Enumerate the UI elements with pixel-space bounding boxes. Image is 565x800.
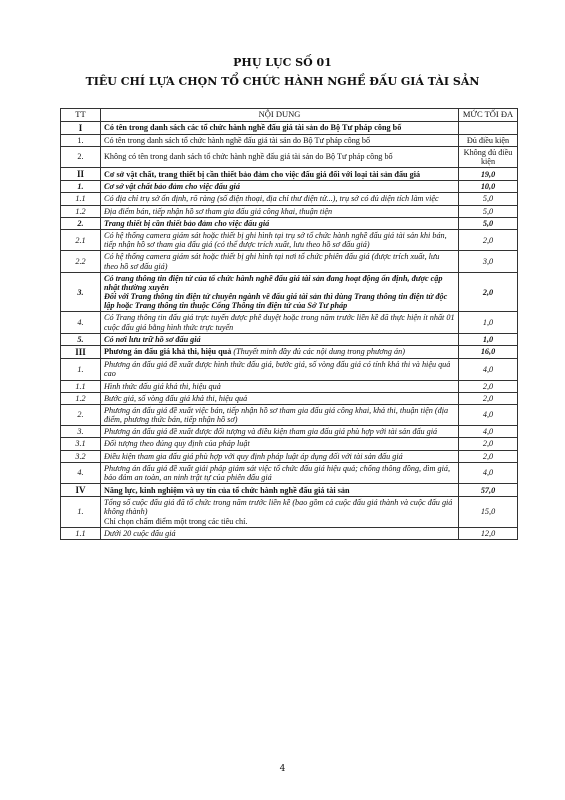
row-content bbox=[101, 346, 459, 359]
row-max-score: 2,0 bbox=[459, 380, 518, 392]
row-max-score: 4,0 bbox=[459, 359, 518, 380]
row-max-score: 3,0 bbox=[459, 251, 518, 272]
row-number: II bbox=[61, 168, 101, 181]
table-row bbox=[61, 426, 518, 438]
table-row bbox=[61, 217, 518, 229]
criterion-subtext: Đối với Trang thông tin điện tử chuyên ngành về đấu giá tài sản thì dùng Trang thông tin điện tử độc lập hoặc Trang thông tin thuộc Cổng Thông tin điện tử của Sở Tư pháp bbox=[104, 292, 448, 311]
row-max-score: 2,0 bbox=[459, 392, 518, 404]
header-content: NỘI DUNG bbox=[101, 109, 459, 122]
table-row bbox=[61, 450, 518, 462]
row-number: 3. bbox=[61, 272, 101, 312]
row-content bbox=[101, 404, 459, 425]
appendix-title: PHỤ LỤC SỐ 01 bbox=[233, 56, 332, 69]
criterion-text: Điều kiện tham gia đấu giá phù hợp với quy định pháp luật áp dụng đối với tài sản đấu giá bbox=[104, 451, 403, 461]
criterion-text: Có tên trong danh sách tổ chức hành nghề đấu giá tài sản do Bộ Tư pháp công bố bbox=[104, 135, 371, 145]
table-row bbox=[61, 193, 518, 205]
row-content bbox=[101, 121, 459, 134]
row-number: 2. bbox=[61, 404, 101, 425]
table-row bbox=[61, 484, 518, 497]
row-number: I bbox=[61, 121, 101, 134]
row-max-score: 4,0 bbox=[459, 426, 518, 438]
criterion-text: Có nơi lưu trữ hồ sơ đấu giá bbox=[104, 334, 201, 344]
page-number: 4 bbox=[279, 764, 286, 774]
criterion-text: Phương án đấu giá đề xuất được đối tượng và điều kiện tham gia đấu giá phù hợp với tài sản đấu giá bbox=[104, 427, 438, 437]
table-row bbox=[61, 272, 518, 312]
row-number: IV bbox=[61, 484, 101, 497]
criteria-title: TIÊU CHÍ LỰA CHỌN TỔ CHỨC HÀNH NGHỀ ĐẤU GIÁ TÀI SẢN bbox=[85, 75, 480, 88]
criterion-text: Cơ sở vật chất bảo đảm cho việc đấu giá bbox=[104, 182, 240, 192]
criterion-text: Có trang thông tin điện tử của tổ chức hành nghề đấu giá tài sản đang hoạt động ổn định, được cập nhật thường xuyên bbox=[104, 273, 443, 292]
row-number: 4. bbox=[61, 462, 101, 483]
row-number: 1.1 bbox=[61, 380, 101, 392]
table-row bbox=[61, 312, 518, 333]
row-number: 1.1 bbox=[61, 193, 101, 205]
row-max-score: 5,0 bbox=[459, 193, 518, 205]
row-content bbox=[101, 333, 459, 345]
row-number: 1.1 bbox=[61, 527, 101, 539]
row-max-score: 5,0 bbox=[459, 205, 518, 217]
row-number: 1. bbox=[61, 359, 101, 380]
row-max-score: 4,0 bbox=[459, 462, 518, 483]
table-row bbox=[61, 497, 518, 528]
row-max-score: 2,0 bbox=[459, 229, 518, 250]
row-content bbox=[101, 146, 459, 167]
table-row bbox=[61, 333, 518, 345]
table-row bbox=[61, 181, 518, 193]
table-row bbox=[61, 527, 518, 539]
criterion-text: Cơ sở vật chất, trang thiết bị cần thiết bảo đảm cho việc đấu giá đối với loại tài sản đấu giá bbox=[104, 169, 421, 179]
row-content bbox=[101, 217, 459, 229]
table-row bbox=[61, 359, 518, 380]
row-content bbox=[101, 181, 459, 193]
table-row bbox=[61, 380, 518, 392]
criterion-text: Hình thức đấu giá khả thi, hiệu quả bbox=[104, 381, 221, 391]
row-max-score: 5,0 bbox=[459, 217, 518, 229]
table-row bbox=[61, 251, 518, 272]
table-header-row bbox=[61, 109, 518, 122]
table-row bbox=[61, 438, 518, 450]
row-max-score: 57,0 bbox=[459, 484, 518, 497]
criterion-text: Có Trang thông tin đấu giá trực tuyến được phê duyệt hoặc trong năm trước liền kề đã thực hiện ít nhất 01 cuộc đấu giá bằng hình thức trực tuyến bbox=[104, 313, 455, 332]
table-row bbox=[61, 346, 518, 359]
criterion-text: Có địa chỉ trụ sở ổn định, rõ ràng (số điện thoại, địa chỉ thư điện tử...), trụ sở có đủ diện tích làm việc bbox=[104, 194, 439, 204]
row-number: 1. bbox=[61, 497, 101, 528]
row-max-score: 19,0 bbox=[459, 168, 518, 181]
row-max-score: 2,0 bbox=[459, 450, 518, 462]
criterion-text: Trang thiết bị cần thiết bảo đảm cho việc đấu giá bbox=[104, 218, 270, 228]
row-max-score: Đủ điều kiện bbox=[459, 134, 518, 146]
criterion-text: Không có tên trong danh sách tổ chức hành nghề đấu giá tài sản do Bộ Tư pháp công bố bbox=[104, 152, 393, 162]
row-number: 5. bbox=[61, 333, 101, 345]
row-content bbox=[101, 205, 459, 217]
row-number: 3.2 bbox=[61, 450, 101, 462]
row-max-score: 4,0 bbox=[459, 404, 518, 425]
row-number: 2.2 bbox=[61, 251, 101, 272]
row-content bbox=[101, 193, 459, 205]
row-number: 2. bbox=[61, 146, 101, 167]
row-content bbox=[101, 438, 459, 450]
row-number: 1. bbox=[61, 134, 101, 146]
criterion-text: Phương án đấu giá đề xuất giải pháp giám sát việc tổ chức đấu giá hiệu quả; chống thông đồng, dìm giá, bảo đảm an toàn, an ninh trật tự của phiên đấu giá bbox=[104, 463, 450, 482]
row-content bbox=[101, 426, 459, 438]
criterion-note: (Thuyết minh đầy đủ các nội dung trong phương án) bbox=[231, 347, 405, 357]
row-number: III bbox=[61, 346, 101, 359]
row-content bbox=[101, 527, 459, 539]
row-content bbox=[101, 229, 459, 250]
row-number: 4. bbox=[61, 312, 101, 333]
row-content bbox=[101, 168, 459, 181]
row-content bbox=[101, 450, 459, 462]
criterion-text: Đối tượng theo đúng quy định của pháp luật bbox=[104, 439, 250, 449]
row-number: 2. bbox=[61, 217, 101, 229]
table-row bbox=[61, 205, 518, 217]
table-row bbox=[61, 462, 518, 483]
table-row bbox=[61, 168, 518, 181]
criterion-text: Phương án đấu giá khả thi, hiệu quả bbox=[104, 347, 232, 357]
criterion-subtext: Chỉ chọn chấm điểm một trong các tiêu chí. bbox=[104, 516, 248, 526]
table-row bbox=[61, 134, 518, 146]
row-number: 1.2 bbox=[61, 205, 101, 217]
criterion-text: Có hệ thống camera giám sát hoặc thiết bị ghi hình tại nơi tổ chức phiên đấu giá (được trích xuất, lưu theo hồ sơ đấu giá) bbox=[104, 252, 440, 271]
row-content bbox=[101, 312, 459, 333]
row-content bbox=[101, 497, 459, 528]
row-content bbox=[101, 272, 459, 312]
table-row bbox=[61, 146, 518, 167]
row-max-score: 15,0 bbox=[459, 497, 518, 528]
criterion-text: Dưới 20 cuộc đấu giá bbox=[104, 528, 176, 538]
criterion-text: Phương án đấu giá đề xuất được hình thức đấu giá, bước giá, số vòng đấu giá có tính khả thi và hiệu quả cao bbox=[104, 360, 451, 379]
criteria-table bbox=[60, 108, 518, 540]
row-number: 2.1 bbox=[61, 229, 101, 250]
row-content bbox=[101, 462, 459, 483]
criterion-text: Năng lực, kinh nghiệm và uy tín của tổ chức hành nghề đấu giá tài sản bbox=[104, 485, 350, 495]
row-max-score: 2,0 bbox=[459, 272, 518, 312]
header-tt: TT bbox=[61, 109, 101, 122]
criterion-text: Tổng số cuộc đấu giá đã tổ chức trong năm trước liền kề (bao gồm cả cuộc đấu giá thành và cuộc đấu giá không thành) bbox=[104, 498, 453, 517]
row-content bbox=[101, 484, 459, 497]
row-max-score bbox=[459, 121, 518, 134]
row-max-score: 12,0 bbox=[459, 527, 518, 539]
header-max-score: MỨC TỐI ĐA bbox=[459, 109, 518, 122]
row-number: 1.2 bbox=[61, 392, 101, 404]
table-row bbox=[61, 404, 518, 425]
row-number: 3.1 bbox=[61, 438, 101, 450]
table-row bbox=[61, 121, 518, 134]
row-max-score: Không đủ điều kiện bbox=[459, 146, 518, 167]
criterion-text: Có tên trong danh sách các tổ chức hành nghề đấu giá tài sản do Bộ Tư pháp công bố bbox=[104, 122, 402, 132]
row-max-score: 1,0 bbox=[459, 333, 518, 345]
row-max-score: 16,0 bbox=[459, 346, 518, 359]
row-max-score: 2,0 bbox=[459, 438, 518, 450]
row-number: 3. bbox=[61, 426, 101, 438]
row-content bbox=[101, 134, 459, 146]
table-row bbox=[61, 229, 518, 250]
criterion-text: Phương án đấu giá đề xuất việc bán, tiếp nhận hồ sơ tham gia đấu giá công khai, khả thi, thuận tiện (địa điểm, phương thức bán, tiếp nhận hồ sơ) bbox=[104, 405, 449, 425]
row-content bbox=[101, 392, 459, 404]
row-content bbox=[101, 251, 459, 272]
row-max-score: 1,0 bbox=[459, 312, 518, 333]
criterion-text: Có hệ thống camera giám sát hoặc thiết bị ghi hình tại trụ sở tổ chức hành nghề đấu giá tài sản khi bán, tiếp nhận hồ sơ tham gia đấu giá (có thể được trích xuất, lưu theo hồ sơ đấu giá) bbox=[104, 230, 447, 250]
row-number: 1. bbox=[61, 181, 101, 193]
criterion-text: Địa điểm bán, tiếp nhận hồ sơ tham gia đấu giá công khai, thuận tiện bbox=[104, 206, 333, 216]
criterion-text: Bước giá, số vòng đấu giá khả thi, hiệu quả bbox=[104, 393, 248, 403]
row-max-score: 10,0 bbox=[459, 181, 518, 193]
row-content bbox=[101, 359, 459, 380]
row-content bbox=[101, 380, 459, 392]
table-row bbox=[61, 392, 518, 404]
